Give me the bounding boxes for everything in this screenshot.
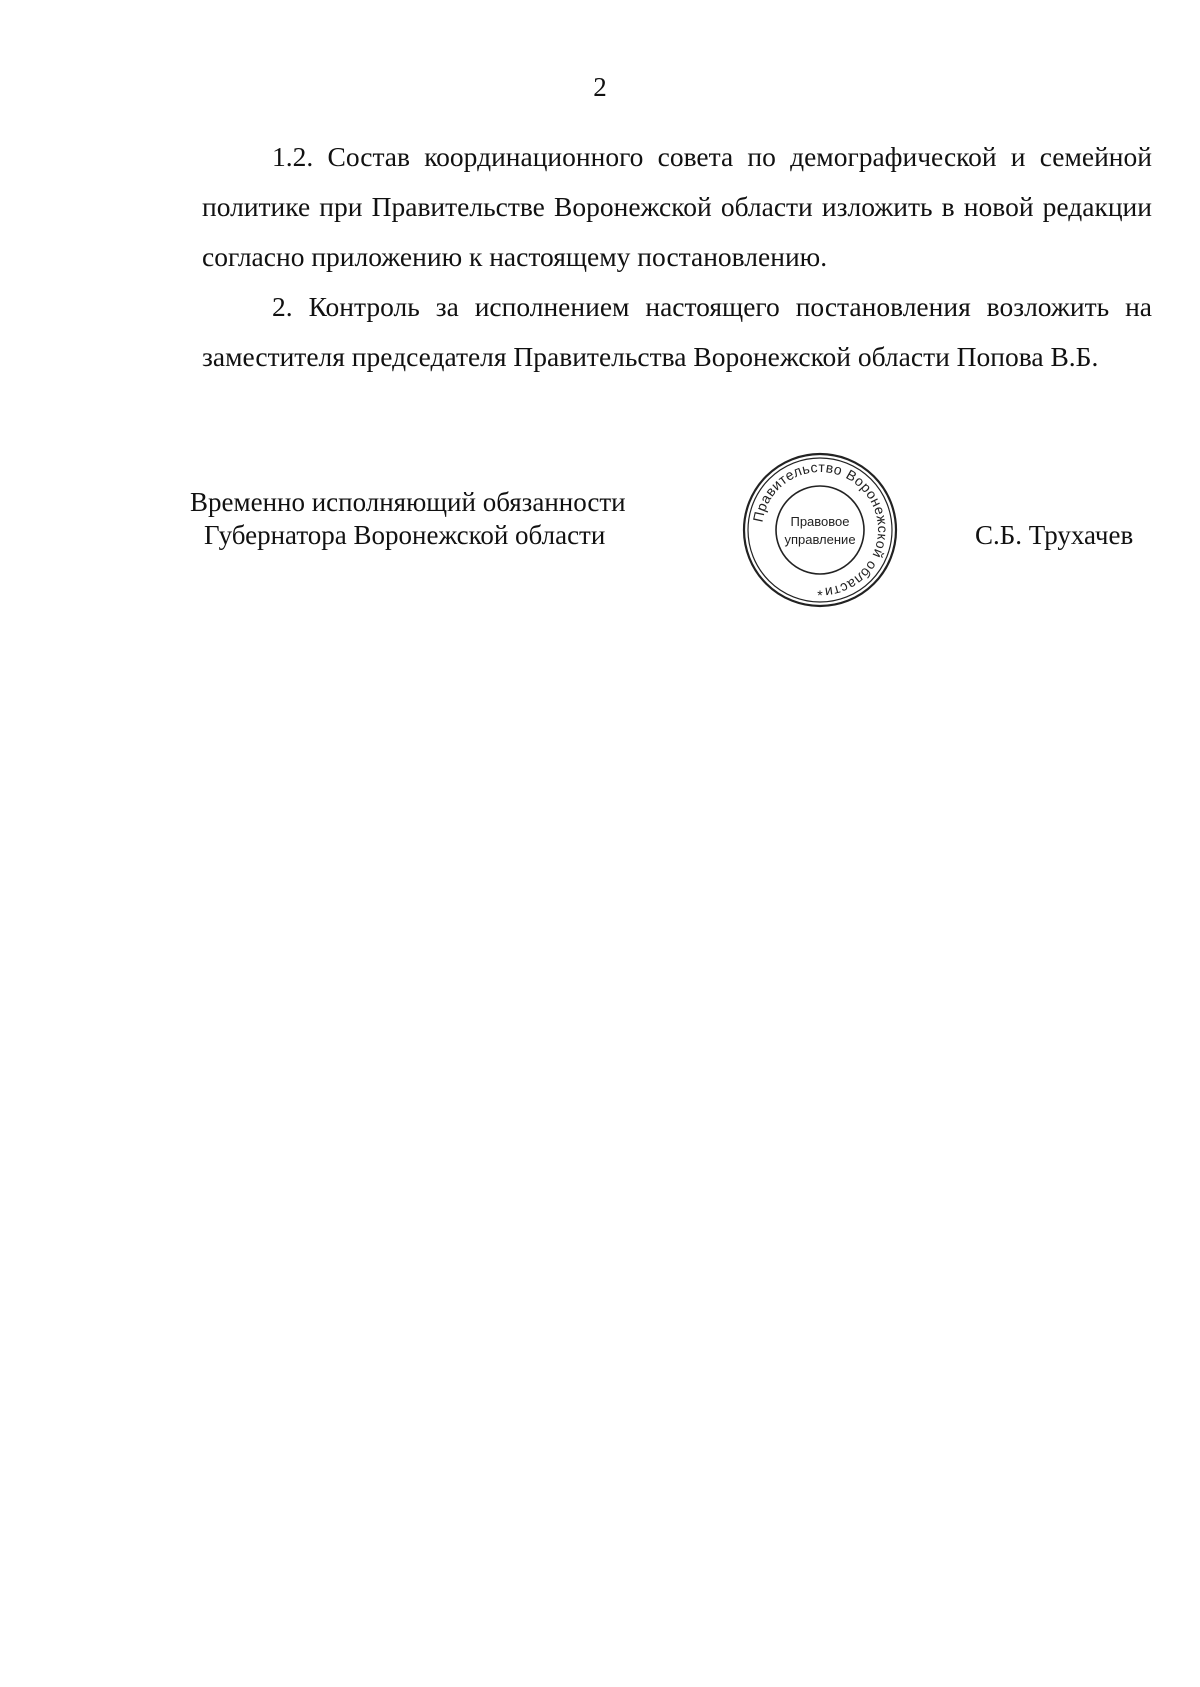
paragraph-2: 2. Контроль за исполнением настоящего постановления возложить на заместителя председателя Правительства Воронежской области Попова В.Б. <box>202 291 1152 372</box>
stamp-center-line-1: Правовое <box>790 514 850 529</box>
stamp-ring-text: Правительство Воронежской области <box>749 458 892 601</box>
document-body <box>202 132 1152 382</box>
svg-text:Правительство Воронежской обла <box>750 459 892 601</box>
paragraph-1-2: 1.2. Состав координационного совета по демографической и семейной политике при Правительстве Воронежской области изложить в новой редакции согласно приложению к настоящему постановлению. <box>202 141 1152 272</box>
stamp-center-line-2: управление <box>784 532 856 547</box>
signer-position-line-1: Временно исполняющий обязанности <box>190 487 626 517</box>
signer-name: С.Б. Трухачев <box>975 520 1134 550</box>
page-number: 2 <box>593 72 607 102</box>
signer-position <box>190 486 690 552</box>
official-seal-stamp <box>740 450 900 610</box>
stamp-star-icon: * <box>817 587 823 603</box>
signer-position-line-2: Губернатора Воронежской области <box>204 520 606 550</box>
